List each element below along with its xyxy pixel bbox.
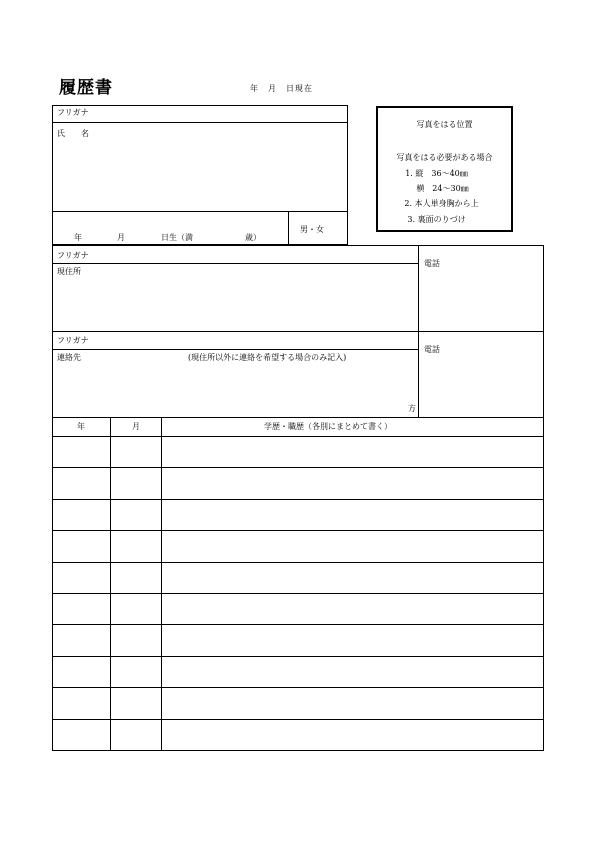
contact-address-field[interactable] [54,366,406,415]
age-suffix-label: 歳） [245,233,261,242]
address-furigana-field[interactable] [100,247,416,262]
history-year-cell[interactable] [52,530,110,561]
divider [52,211,348,212]
address-phone-label: 電話 [424,259,440,268]
table-row [52,624,544,655]
history-month-cell[interactable] [110,436,161,467]
history-month-cell[interactable] [110,499,161,530]
history-col-description: 学歴・職歴（各別にまとめて書く） [264,422,392,431]
history-description-cell[interactable] [161,499,544,530]
birth-day-age-label: 日生（満 [161,233,193,242]
table-row [52,656,544,687]
photo-placement-box[interactable] [376,106,513,232]
history-month-cell[interactable] [110,656,161,687]
name-field[interactable] [100,124,346,210]
history-month-cell[interactable] [110,593,161,624]
contact-phone-label: 電話 [424,345,440,354]
history-year-cell[interactable] [52,624,110,655]
table-row [52,562,544,593]
photo-title: 写真をはる位置 [416,120,473,129]
contact-label: 連絡先 [57,353,81,362]
history-description-cell[interactable] [161,624,544,655]
birth-year-label: 年 [74,233,82,242]
name-furigana-field[interactable] [100,106,346,121]
contact-note: (現住所以外に連絡を希望する場合のみ記入) [188,353,347,362]
history-month-cell[interactable] [110,467,161,498]
history-description-cell[interactable] [161,467,544,498]
name-furigana-label: フリガナ [57,108,89,117]
table-row [52,530,544,561]
photo-instruction: 横 24～30㎜ [416,184,469,193]
birthdate-field[interactable] [54,213,286,244]
history-year-cell[interactable] [52,687,110,718]
contact-phone-field[interactable] [420,358,542,415]
history-year-cell[interactable] [52,593,110,624]
history-description-cell[interactable] [161,530,544,561]
table-row [52,719,544,750]
table-row [52,467,544,498]
history-description-cell[interactable] [161,562,544,593]
photo-instruction: 3. 裏面のりづけ [407,215,466,224]
table-row [52,687,544,718]
history-description-cell[interactable] [161,687,544,718]
divider [52,417,544,418]
history-col-month: 月 [132,422,140,431]
address-phone-field[interactable] [420,272,542,329]
history-year-cell[interactable] [52,499,110,530]
table-row [52,593,544,624]
history-month-cell[interactable] [110,530,161,561]
photo-instruction: 1. 縦 36～40㎜ [405,169,468,178]
as-of-date[interactable]: 年 月 日現在 [250,84,313,93]
table-row [52,499,544,530]
history-year-cell[interactable] [52,467,110,498]
history-description-cell[interactable] [161,436,544,467]
page-title: 履歴書 [59,78,113,98]
contact-furigana-field[interactable] [100,333,416,348]
history-month-cell[interactable] [110,719,161,750]
address-furigana-label: フリガナ [57,251,89,260]
history-month-cell[interactable] [110,562,161,593]
address-label: 現住所 [57,267,81,276]
photo-instruction: 2. 本人単身胸から上 [404,199,479,208]
divider [52,331,544,332]
history-month-cell[interactable] [110,624,161,655]
divider [52,122,348,123]
history-description-cell[interactable] [161,656,544,687]
divider [52,263,418,264]
divider [52,349,418,350]
address-field[interactable] [54,280,416,329]
contact-furigana-label: フリガナ [57,336,89,345]
gender-select[interactable]: 男・女 [300,225,324,234]
history-year-cell[interactable] [52,719,110,750]
name-label: 氏 名 [57,129,89,138]
history-col-year: 年 [77,422,85,431]
history-description-cell[interactable] [161,719,544,750]
history-year-cell[interactable] [52,562,110,593]
birth-month-label: 月 [117,233,125,242]
history-year-cell[interactable] [52,436,110,467]
history-description-cell[interactable] [161,593,544,624]
history-year-cell[interactable] [52,656,110,687]
photo-instruction: 写真をはる必要がある場合 [396,153,493,162]
table-row [52,436,544,467]
divider [288,211,289,245]
history-month-cell[interactable] [110,687,161,718]
contact-suffix: 方 [408,404,416,413]
